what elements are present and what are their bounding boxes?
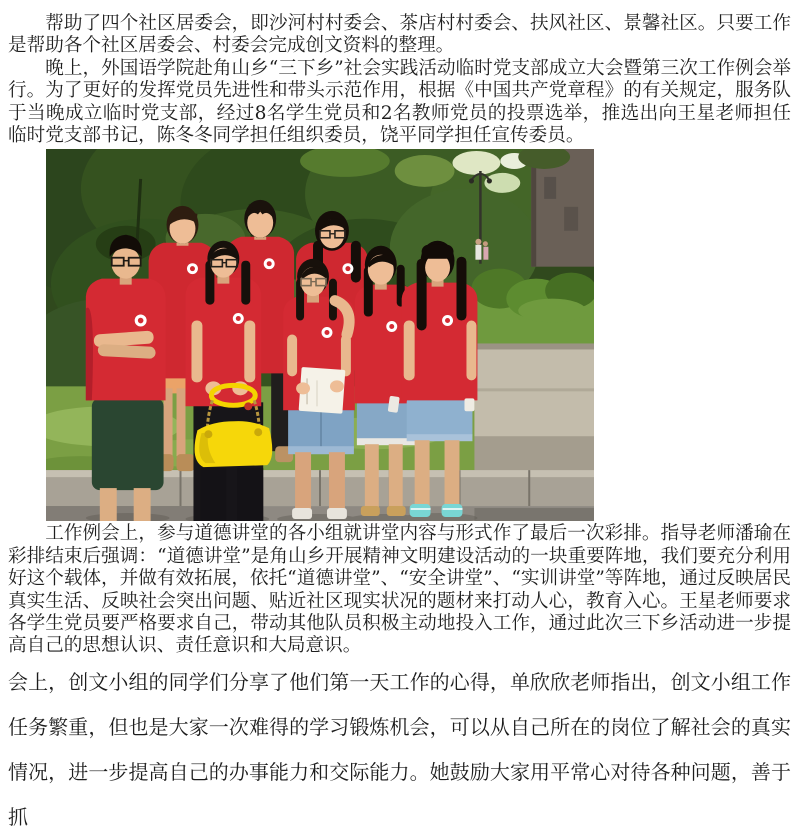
paragraph-4: 会上，创文小组的同学们分享了他们第一天工作的心得，单欣欣老师指出，创文小组工作任务繁重，但也是大家一次难得的学习锻炼机会，可以从自己所在的岗位了解社会的真实情况，进一步提高自己的办事能力和交际能力。她鼓励大家用平常心对待各种问题，善于抓: [8, 669, 791, 829]
group-photo: [46, 149, 594, 521]
paragraph-1: 帮助了四个社区居委会，即沙河村村委会、茶店村村委会、扶风社区、景馨社区。只要工作是帮助各个社区居委会、村委会完成创文资料的整理。: [8, 13, 791, 57]
paragraph-3: 工作例会上，参与道德讲堂的各小组就讲堂内容与形式作了最后一次彩排。指导老师潘瑜在彩排结束后强调：“道德讲堂”是角山乡开展精神文明建设活动的一块重要阵地，我们要充分利用好这个载体，并做有效拓展，依托“道德讲堂”、“安全讲堂”、“实训讲堂”等阵地，通过反映居民真实生活、反映社会突出问题、贴近社区现实状况的题材来打动人心，教育入心。王星老师要求各学生党员要严格要求自己，带动其他队员积极主动地投入工作，通过此次三下乡活动进一步提高自己的思想认识、责任意识和大局意识。: [8, 523, 791, 657]
group-photo-illustration: [46, 149, 594, 521]
paragraph-2: 晚上，外国语学院赴角山乡“三下乡”社会实践活动临时党支部成立大会暨第三次工作例会举行。为了更好的发挥党员先进性和带头示范作用，根据《中国共产党章程》的有关规定，服务队于当晚成立临时党支部，经过8名学生党员和2名教师党员的投票选举，推选出向王星老师担任临时党支部书记，陈冬冬同学担任组织委员，饶平同学担任宣传委员。: [8, 57, 791, 147]
